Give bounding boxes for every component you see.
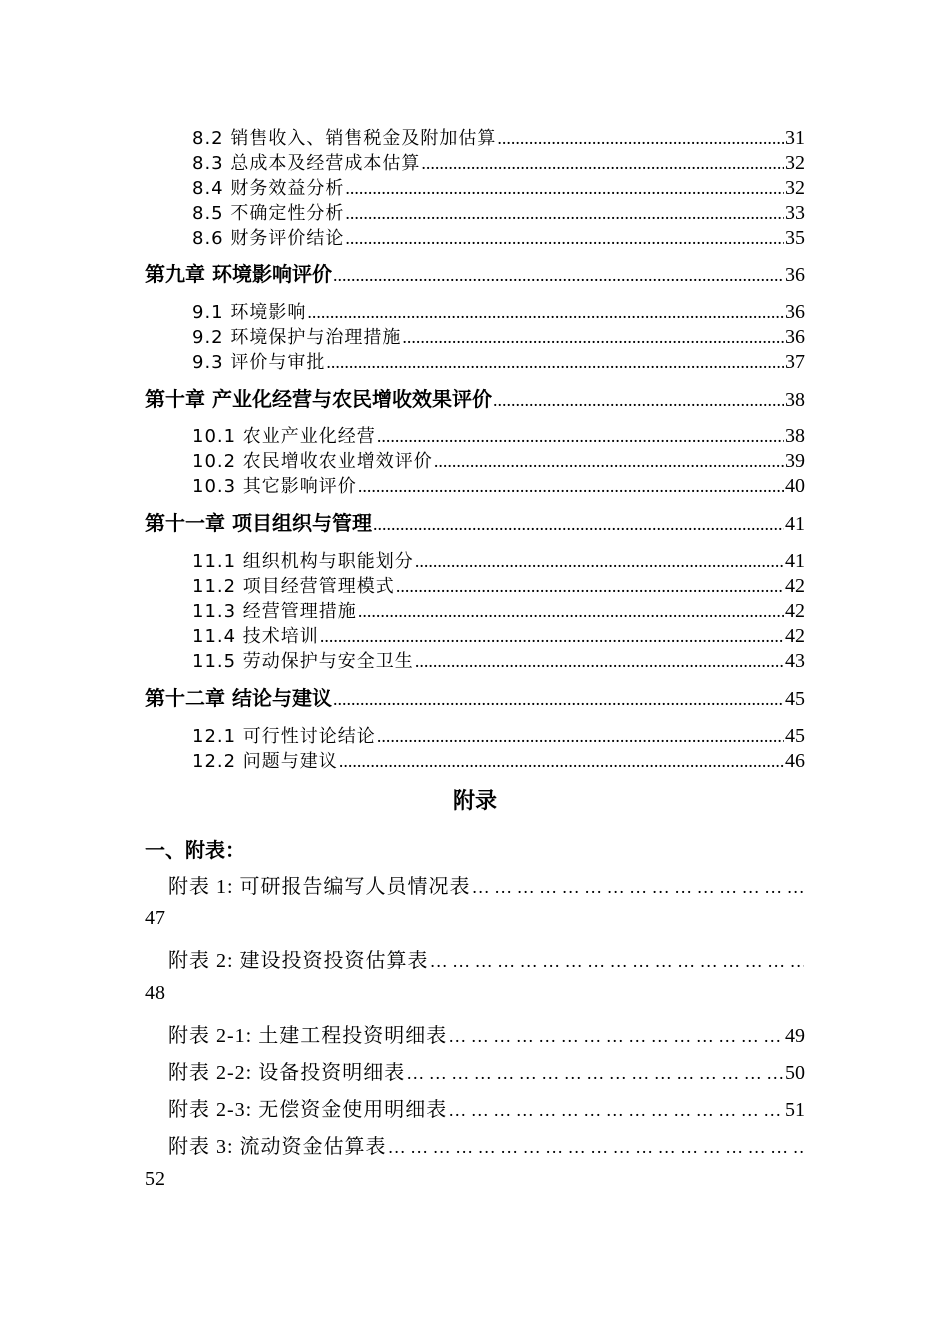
toc-entry-page: 46 — [785, 750, 805, 772]
toc-entry-title: 8.4 财务效益分析 — [192, 178, 345, 199]
appendix-item-page: 49 — [785, 1025, 805, 1047]
toc-chapter-page: 38 — [785, 389, 805, 411]
toc-chapter-page: 41 — [785, 513, 805, 535]
toc-leader-dots — [421, 153, 784, 174]
appendix-item-1[interactable] — [168, 870, 805, 898]
toc-leader-dots — [373, 511, 784, 535]
appendix-leader-dots — [448, 1099, 784, 1121]
toc-chapter-9[interactable] — [145, 258, 805, 286]
toc-leader-dots — [333, 686, 784, 710]
toc-entry-11-1[interactable] — [192, 547, 805, 572]
toc-entry-title: 9.2 环境保护与治理措施 — [192, 327, 402, 348]
toc-entry-title: 11.4 技术培训 — [192, 626, 319, 647]
toc-leader-dots — [339, 751, 784, 772]
toc-entry-11-2[interactable] — [192, 572, 805, 597]
toc-entry-page: 42 — [785, 575, 805, 597]
toc-entry-title: 10.2 农民增收农业增效评价 — [192, 451, 433, 472]
appendix-item-title: 附表 2: 建设投资投资估算表 — [168, 950, 429, 972]
appendix-item-page: 47 — [145, 907, 165, 929]
toc-entry-11-3[interactable] — [192, 597, 805, 622]
toc-leader-dots — [345, 178, 784, 199]
toc-entry-title: 10.1 农业产业化经营 — [192, 426, 376, 447]
appendix-item-2-2[interactable] — [168, 1056, 805, 1084]
toc-entry-8-3[interactable] — [192, 149, 805, 174]
toc-entry-title: 11.5 劳动保护与安全卫生 — [192, 651, 414, 672]
toc-leader-dots — [320, 626, 784, 647]
toc-entry-page: 36 — [785, 326, 805, 348]
toc-chapter-title: 第十二章 结论与建议 — [145, 686, 332, 710]
toc-entry-page: 36 — [785, 301, 805, 323]
toc-entry-8-5[interactable] — [192, 199, 805, 224]
toc-entry-12-1[interactable] — [192, 722, 805, 747]
toc-entry-title: 11.1 组织机构与职能划分 — [192, 551, 414, 572]
toc-entry-page: 31 — [785, 127, 805, 149]
appendix-item-page: 48 — [145, 982, 165, 1004]
toc-leader-dots — [326, 352, 784, 373]
toc-entry-title: 8.2 销售收入、销售税金及附加估算 — [192, 128, 497, 149]
toc-leader-dots — [358, 476, 784, 497]
appendix-leader-dots — [406, 1062, 784, 1084]
toc-entry-8-2[interactable] — [192, 124, 805, 149]
toc-leader-dots — [333, 262, 784, 286]
toc-entry-page: 38 — [785, 425, 805, 447]
toc-entry-title: 12.1 可行性讨论结论 — [192, 726, 376, 747]
toc-leader-dots — [415, 551, 784, 572]
toc-leader-dots — [345, 228, 784, 249]
toc-entry-11-4[interactable] — [192, 622, 805, 647]
toc-chapter-page: 45 — [785, 688, 805, 710]
toc-entry-page: 42 — [785, 625, 805, 647]
appendix-item-3[interactable] — [168, 1130, 805, 1158]
toc-entry-10-3[interactable] — [192, 472, 805, 497]
toc-leader-dots — [396, 576, 784, 597]
toc-entry-page: 45 — [785, 725, 805, 747]
toc-leader-dots — [358, 601, 784, 622]
toc-entry-page: 32 — [785, 177, 805, 199]
toc-entry-title: 9.3 评价与审批 — [192, 352, 326, 373]
toc-leader-dots — [345, 203, 784, 224]
toc-leader-dots — [497, 128, 784, 149]
toc-chapter-title: 第十一章 项目组织与管理 — [145, 511, 372, 535]
toc-entry-page: 35 — [785, 227, 805, 249]
toc-chapter-page: 36 — [785, 264, 805, 286]
toc-leader-dots — [415, 651, 784, 672]
appendix-item-2-3[interactable] — [168, 1093, 805, 1121]
toc-chapter-title: 第九章 环境影响评价 — [145, 262, 332, 286]
toc-entry-9-3[interactable] — [192, 348, 805, 373]
toc-entry-page: 32 — [785, 152, 805, 174]
toc-leader-dots — [307, 302, 784, 323]
appendix-leader-dots — [472, 876, 804, 898]
toc-entry-title: 11.2 项目经营管理模式 — [192, 576, 395, 597]
toc-leader-dots — [377, 726, 784, 747]
toc-entry-page: 42 — [785, 600, 805, 622]
toc-entry-title: 8.3 总成本及经营成本估算 — [192, 153, 421, 174]
toc-entry-page: 37 — [785, 351, 805, 373]
appendix-item-page: 52 — [145, 1168, 165, 1190]
toc-entry-page: 43 — [785, 650, 805, 672]
appendix-item-title: 附表 1: 可研报告编写人员情况表 — [168, 876, 471, 898]
toc-chapter-12[interactable] — [145, 682, 805, 710]
toc-entry-title: 10.3 其它影响评价 — [192, 476, 357, 497]
appendix-item-title: 附表 2-1: 土建工程投资明细表 — [168, 1025, 448, 1047]
toc-entry-9-2[interactable] — [192, 323, 805, 348]
toc-leader-dots — [493, 387, 784, 411]
toc-entry-10-2[interactable] — [192, 447, 805, 472]
toc-entry-title: 8.6 财务评价结论 — [192, 228, 345, 249]
appendix-leader-dots — [388, 1136, 804, 1158]
appendix-leader-dots — [448, 1025, 784, 1047]
toc-leader-dots — [377, 426, 784, 447]
appendix-leader-dots — [430, 950, 804, 972]
toc-entry-12-2[interactable] — [192, 747, 805, 772]
appendix-item-page: 51 — [785, 1099, 805, 1121]
toc-entry-title: 11.3 经营管理措施 — [192, 601, 357, 622]
toc-leader-dots — [434, 451, 784, 472]
appendix-item-title: 附表 3: 流动资金估算表 — [168, 1136, 387, 1158]
toc-chapter-10[interactable] — [145, 383, 805, 411]
appendix-subheading: 一、附表： — [145, 838, 245, 862]
toc-entry-8-4[interactable] — [192, 174, 805, 199]
toc-entry-page: 41 — [785, 550, 805, 572]
appendix-item-page: 50 — [785, 1062, 805, 1084]
appendix-item-title: 附表 2-2: 设备投资明细表 — [168, 1062, 406, 1084]
toc-chapter-title: 第十章 产业化经营与农民增收效果评价 — [145, 387, 492, 411]
toc-entry-page: 39 — [785, 450, 805, 472]
appendix-item-title: 附表 2-3: 无偿资金使用明细表 — [168, 1099, 448, 1121]
appendix-item-2[interactable] — [168, 944, 805, 972]
toc-entry-title: 8.5 不确定性分析 — [192, 203, 345, 224]
toc-entry-title: 12.2 问题与建议 — [192, 751, 338, 772]
appendix-heading: 附录 — [452, 789, 497, 814]
toc-entry-11-5[interactable] — [192, 647, 805, 672]
toc-chapter-11[interactable] — [145, 507, 805, 535]
toc-entry-8-6[interactable] — [192, 224, 805, 249]
toc-entry-page: 40 — [785, 475, 805, 497]
toc-entry-page: 33 — [785, 202, 805, 224]
toc-entry-10-1[interactable] — [192, 422, 805, 447]
toc-leader-dots — [402, 327, 784, 348]
appendix-item-2-1[interactable] — [168, 1019, 805, 1047]
toc-entry-title: 9.1 环境影响 — [192, 302, 307, 323]
toc-entry-9-1[interactable] — [192, 298, 805, 323]
